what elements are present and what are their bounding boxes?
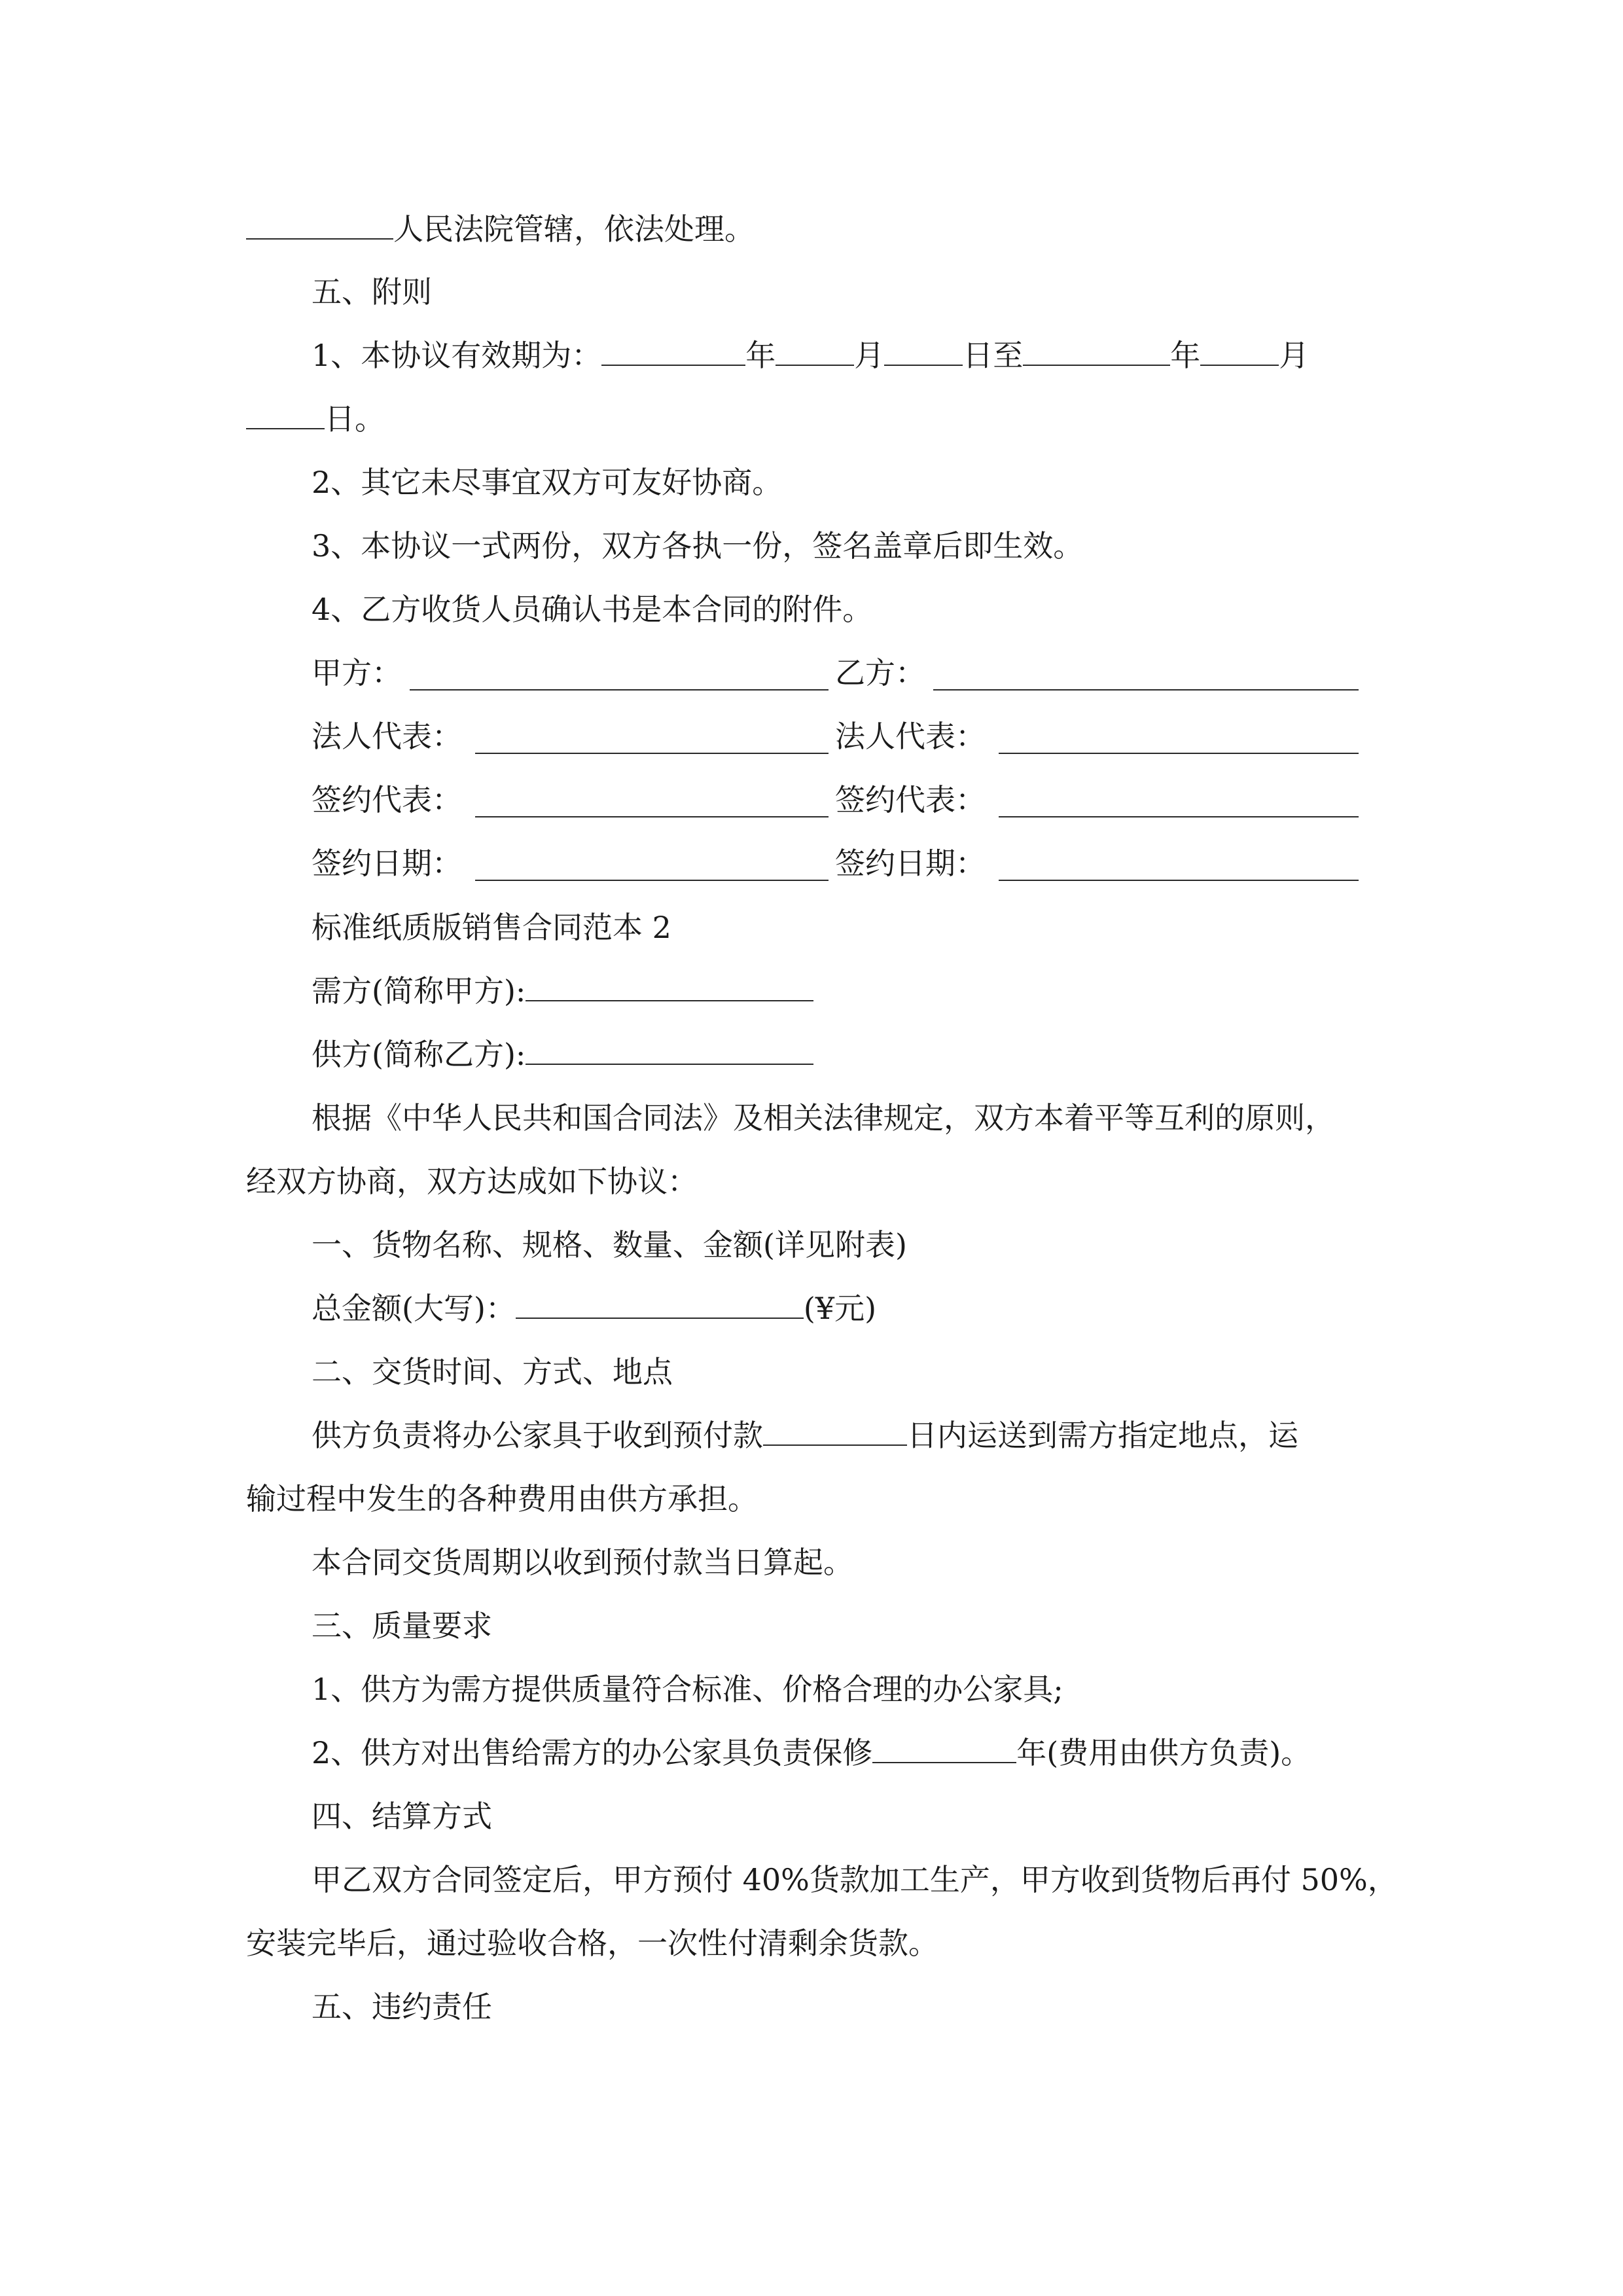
total-amount-label: 总金额(大写)： <box>312 1291 516 1326</box>
preamble-line-1: 根据《中华人民共和国合同法》及相关法律规定，双方本着平等互利的原则， <box>312 1100 1335 1136</box>
section-heading-appendix: 五、附则 <box>312 274 432 310</box>
supplier-label: 供方(简称乙方): <box>312 1037 526 1072</box>
warranty-text-b: 年(费用由供方负责)。 <box>1016 1735 1311 1770</box>
clause-copies: 3、本协议一式两份，双方各执一份，签名盖章后即生效。 <box>312 528 1084 564</box>
court-jurisdiction-line <box>246 209 755 249</box>
supplier-line <box>312 1035 813 1074</box>
year-label-2: 年 <box>1170 338 1201 373</box>
buyer-label: 需方(简称甲方): <box>312 973 526 1009</box>
legal-rep-a-blank <box>475 751 829 754</box>
sign-rep-b-blank <box>999 815 1359 817</box>
section-goods: 一、货物名称、规格、数量、金额(详见附表) <box>312 1227 907 1263</box>
clause-other-matters: 2、其它未尽事宜双方可友好协商。 <box>312 465 783 500</box>
party-a-blank <box>410 688 829 691</box>
buyer-name-blank <box>526 971 813 1001</box>
validity-period-line <box>312 336 1309 375</box>
legal-rep-b-label: 法人代表： <box>835 719 986 754</box>
day-to-label: 日至 <box>963 338 1024 373</box>
delivery-clause-text-a: 供方负责将办公家具于收到预付款 <box>312 1418 763 1453</box>
party-b-label: 乙方： <box>835 655 925 691</box>
sign-rep-a-blank <box>475 815 829 817</box>
sign-rep-a-label: 签约代表： <box>312 782 462 817</box>
warranty-years-blank <box>872 1733 1016 1763</box>
total-amount-blank <box>516 1289 804 1319</box>
buyer-line <box>312 971 813 1011</box>
contract-2-title: 标准纸质版销售合同范本 2 <box>312 910 671 945</box>
sign-date-b-blank <box>999 878 1359 881</box>
legal-rep-a-label: 法人代表： <box>312 719 462 754</box>
month-label-1: 月 <box>854 338 885 373</box>
start-month-blank <box>776 336 854 366</box>
warranty-text-a: 2、供方对出售给需方的办公家具负责保修 <box>312 1735 873 1770</box>
court-jurisdiction-text: 人民法院管辖，依法处理。 <box>393 211 755 247</box>
delivery-clause-text-b: 日内运送到需方指定地点，运 <box>907 1418 1298 1453</box>
delivery-clause-line-2: 输过程中发生的各种费用由供方承担。 <box>246 1481 758 1516</box>
start-day-blank <box>884 336 963 366</box>
section-quality: 三、质量要求 <box>312 1608 492 1643</box>
section-delivery: 二、交货时间、方式、地点 <box>312 1354 673 1390</box>
sign-date-b-label: 签约日期： <box>835 846 986 881</box>
quality-clause-1: 1、供方为需方提供质量符合标准、价格合理的办公家具; <box>312 1672 1063 1707</box>
section-breach: 五、违约责任 <box>312 1989 492 2024</box>
validity-period-label: 1、本协议有效期为： <box>312 338 602 373</box>
delivery-days-blank <box>763 1416 907 1446</box>
delivery-cycle-clause: 本合同交货周期以收到预付款当日算起。 <box>312 1545 853 1580</box>
preamble-line-2: 经双方协商，双方达成如下协议： <box>246 1164 698 1199</box>
validity-end-day-line <box>246 399 385 439</box>
end-month-blank <box>1200 336 1279 366</box>
quality-clause-2 <box>312 1733 1311 1772</box>
day-end-label: 日。 <box>325 401 385 437</box>
total-amount-currency: (¥元) <box>803 1291 877 1326</box>
sign-date-a-blank <box>475 878 829 881</box>
party-a-label: 甲方： <box>312 655 402 691</box>
section-settlement: 四、结算方式 <box>312 1799 492 1834</box>
delivery-clause-line-1 <box>312 1416 1298 1455</box>
sign-date-a-label: 签约日期： <box>312 846 462 881</box>
supplier-name-blank <box>526 1035 813 1065</box>
court-name-blank <box>246 209 393 240</box>
end-day-blank <box>246 399 325 429</box>
party-b-blank <box>933 688 1359 691</box>
year-label-1: 年 <box>745 338 776 373</box>
settlement-clause-line-2: 安装完毕后，通过验收合格，一次性付清剩余货款。 <box>246 1926 938 1961</box>
sign-rep-b-label: 签约代表： <box>835 782 986 817</box>
legal-rep-b-blank <box>999 751 1359 754</box>
clause-attachment: 4、乙方收货人员确认书是本合同的附件。 <box>312 592 873 627</box>
start-year-blank <box>601 336 745 366</box>
end-year-blank <box>1023 336 1170 366</box>
settlement-clause-line-1: 甲乙双方合同签定后，甲方预付 40%货款加工生产，甲方收到货物后再付 50%， <box>312 1862 1398 1897</box>
total-amount-line <box>312 1289 876 1328</box>
month-label-2: 月 <box>1279 338 1310 373</box>
